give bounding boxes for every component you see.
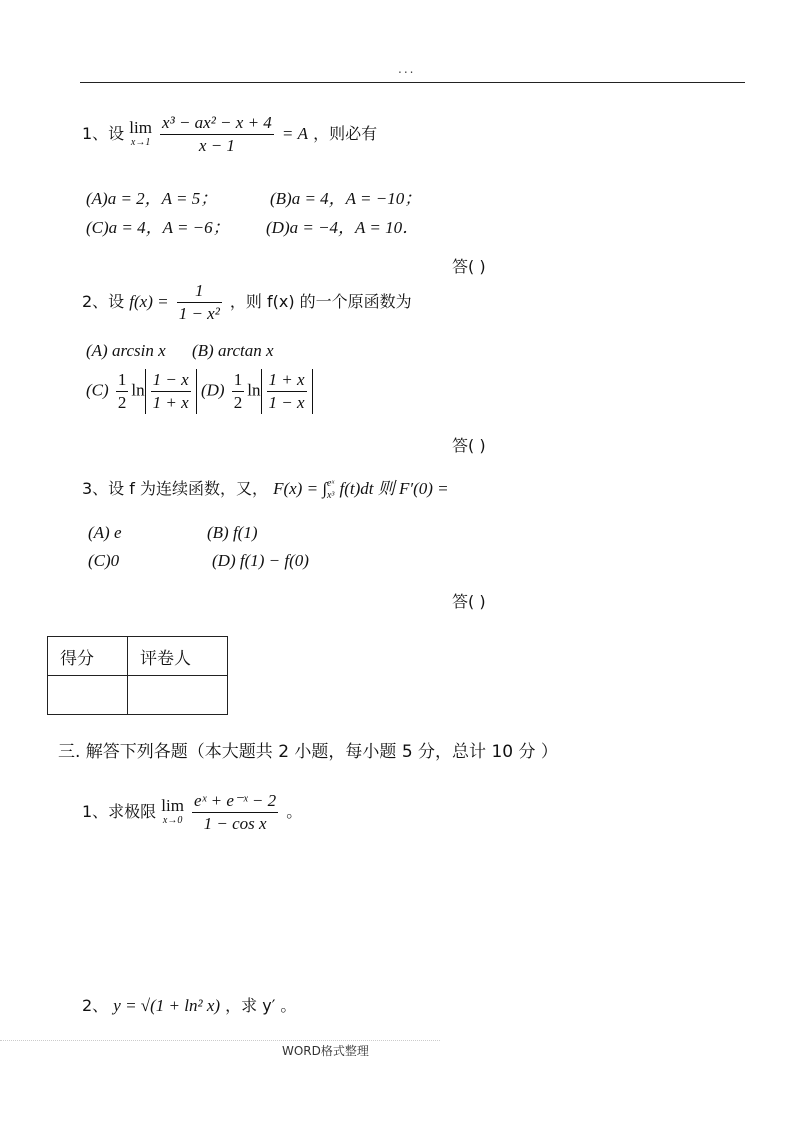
q2-d-half-num: 1 bbox=[233, 370, 243, 389]
header-dots: ... bbox=[398, 62, 416, 76]
q2-den: 1 − x² bbox=[178, 304, 220, 323]
q2-prefix: 2、设 bbox=[82, 292, 125, 311]
score-value-cell[interactable] bbox=[48, 676, 128, 715]
question-3-stem bbox=[82, 474, 449, 502]
q1-option-a: (A)a = 2，A = 5； bbox=[86, 189, 218, 208]
q3-text: 3、设 f 为连续函数，又， bbox=[82, 479, 268, 498]
q1-fraction bbox=[160, 112, 274, 157]
grader-value-cell[interactable] bbox=[128, 676, 228, 715]
q3-option-d: (D) f(1) − f(0) bbox=[212, 551, 309, 570]
p1-num: eˣ + e⁻ˣ − 2 bbox=[194, 791, 277, 810]
header-rule bbox=[80, 82, 745, 83]
footer-dotted-rule bbox=[0, 1040, 440, 1041]
q1-numerator: x³ − ax² − x + 4 bbox=[162, 113, 272, 132]
q3-option-a: (A) e bbox=[88, 523, 122, 542]
q2-options-cd bbox=[86, 369, 313, 414]
q2-c-den: 1 + x bbox=[152, 393, 189, 412]
problem-2 bbox=[82, 993, 296, 1016]
q2-c-num: 1 − x bbox=[152, 370, 189, 389]
q3-limits bbox=[327, 478, 334, 502]
score-header-cell: 得分 bbox=[48, 637, 128, 676]
score-table bbox=[47, 636, 228, 715]
q2-c-half bbox=[116, 369, 129, 414]
p1-lim-sub: x→0 bbox=[162, 814, 183, 826]
q2-d-frac bbox=[267, 369, 307, 414]
q2-option-a: (A) arcsin x bbox=[86, 341, 166, 360]
q3-upper: eˣ bbox=[326, 477, 335, 489]
q3-option-b: (B) f(1) bbox=[207, 523, 258, 542]
q2-c-half-den: 2 bbox=[117, 393, 127, 412]
q1-option-c: (C)a = 4，A = −6； bbox=[86, 218, 230, 237]
q2-num: 1 bbox=[195, 281, 204, 300]
p1-end: 。 bbox=[286, 802, 303, 821]
problem-1 bbox=[82, 790, 302, 835]
p1-den: 1 − cos x bbox=[192, 812, 278, 835]
q3-integrand: f(t)dt 则 F′(0) = bbox=[339, 479, 449, 498]
q2-d-ln: ln bbox=[247, 380, 261, 400]
q2-fx: f(x) = bbox=[129, 292, 169, 311]
footer-text: WORD格式整理 bbox=[282, 1044, 369, 1058]
q3-answer: 答( ) bbox=[452, 592, 486, 611]
q3-formula: F(x) = ∫ bbox=[273, 479, 327, 498]
p2-prefix: 2、 bbox=[82, 996, 109, 1015]
q2-answer: 答( ) bbox=[452, 436, 486, 455]
p1-fraction bbox=[192, 790, 278, 835]
q1-limit bbox=[129, 117, 152, 150]
section-3-heading: 三. 解答下列各题（本大题共 2 小题，每小题 5 分，总计 10 分 ） bbox=[58, 742, 558, 762]
q1-prefix: 1、设 bbox=[82, 124, 125, 143]
q2-suffix: ，则 f(x) 的一个原函数为 bbox=[229, 292, 412, 311]
q2-d-den: 1 − x bbox=[268, 393, 305, 412]
q1-option-d: (D)a = −4，A = 10． bbox=[266, 218, 420, 237]
q2-fraction bbox=[177, 280, 222, 325]
grader-header-cell: 评卷人 bbox=[128, 637, 228, 676]
q2-option-b: (B) arctan x bbox=[192, 341, 274, 360]
q2-option-c-label: (C) bbox=[86, 380, 109, 400]
question-2-stem bbox=[82, 280, 412, 325]
question-1-stem bbox=[82, 112, 377, 157]
q3-option-c: (C)0 bbox=[88, 551, 120, 570]
p1-prefix: 1、求极限 bbox=[82, 802, 157, 821]
q1-lim-word: lim bbox=[129, 117, 152, 137]
q1-option-b: (B)a = 4，A = −10； bbox=[270, 189, 422, 208]
q1-denominator: x − 1 bbox=[160, 134, 274, 157]
q2-option-d-label: (D) bbox=[200, 380, 225, 400]
q1-equals: = A bbox=[281, 124, 308, 143]
q3-lower: x³ bbox=[326, 489, 335, 501]
q2-d-num: 1 + x bbox=[268, 370, 305, 389]
p1-limit bbox=[161, 795, 184, 828]
q1-suffix: ，则必有 bbox=[313, 124, 378, 143]
p1-lim-word: lim bbox=[161, 795, 184, 815]
q2-c-ln: ln bbox=[131, 380, 145, 400]
q2-c-abs bbox=[145, 369, 197, 414]
q1-lim-sub: x→1 bbox=[130, 136, 151, 148]
q2-d-abs bbox=[261, 369, 313, 414]
p2-formula: y = √(1 + ln² x) bbox=[113, 996, 221, 1015]
q2-d-half-den: 2 bbox=[233, 393, 243, 412]
q2-c-half-num: 1 bbox=[117, 370, 127, 389]
q1-answer: 答( ) bbox=[452, 257, 486, 276]
p2-suffix: ，求 y′ 。 bbox=[225, 996, 297, 1015]
q2-c-frac bbox=[151, 369, 191, 414]
q2-d-half bbox=[232, 369, 245, 414]
